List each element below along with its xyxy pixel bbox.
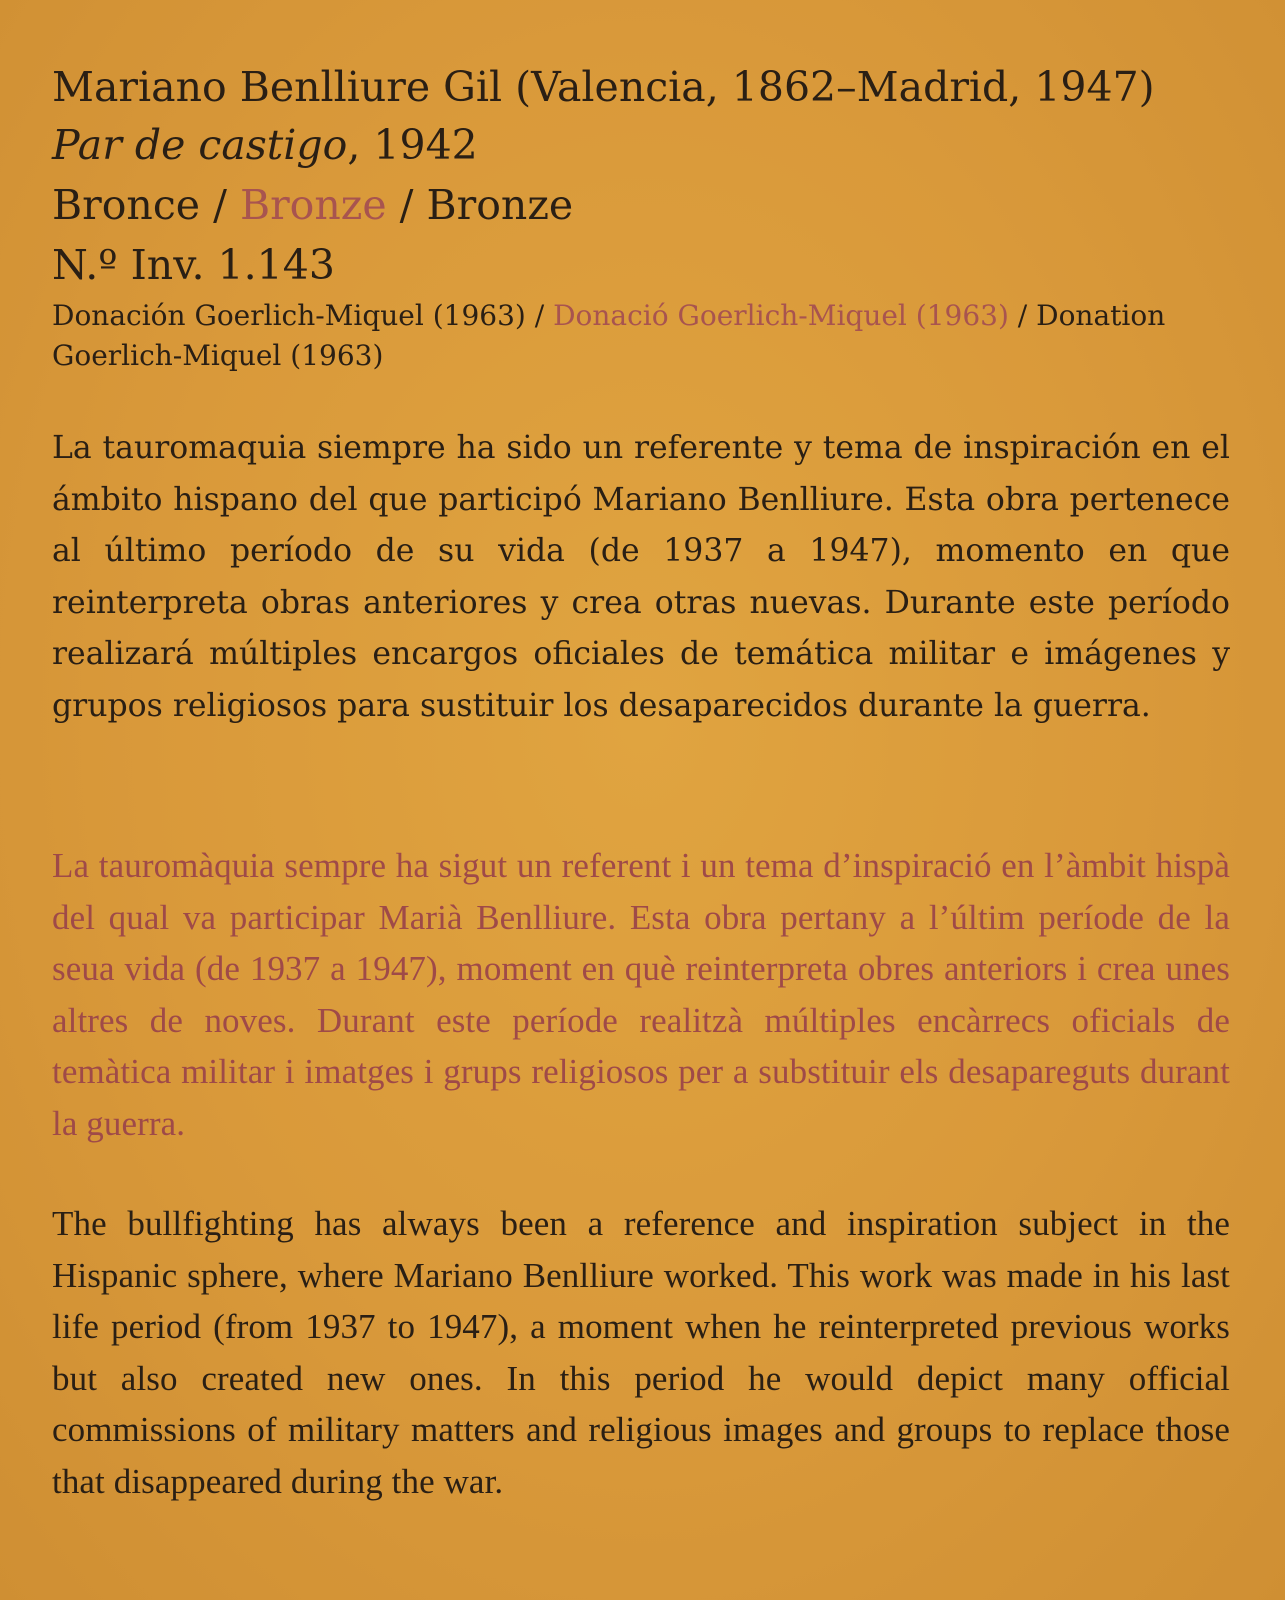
artwork-title: Par de castigo [52,121,348,169]
material-separator: / [200,181,240,229]
donation-credit [52,296,1232,376]
inventory-number: N.º Inv. 1.143 [52,241,335,289]
description-english: The bullfighting has always been a reference and inspiration subject in the Hispanic sphere, where Mariano Benlliure worked. This work was made in his last life period (from 1937 to 1947), a moment when he reinterpreted previous works but also created new ones. In this period he would depict many official commissions of military matters and religious images and groups to replace those that disappeared during the war. [52,1204,1230,1501]
material-es: Bronce [52,181,201,229]
material-en: Bronze [426,181,574,229]
donation-separator: / [525,299,554,332]
artwork-title-line [52,116,1232,174]
artist-name: Mariano Benlliure Gil (Valencia, 1862–Madrid, 1947) [52,63,1155,111]
description-valencian: La tauromàquia sempre ha sigut un referent i un tema d’inspiració en l’àmbit hispà del qual va participar Marià Benlliure. Esta obra pertany a l’últim període de la seua vida (de 1937 a 1947), moment en què reinterpreta obres anteriors i crea unes altres de noves. Durant este període realitzà múltiples encàrrecs oficials de temàtica militar i imatges i grups religiosos per a substituir els desapareguts durant la guerra. [52,846,1230,1143]
material-line [52,174,1232,236]
donation-es: Donación Goerlich-Miquel (1963) [52,299,526,332]
material-va: Bronze [239,181,387,229]
donation-separator: / [1008,299,1037,332]
material-separator: / [386,181,427,229]
artwork-year: , 1942 [347,121,478,169]
description-spanish: La tauromaquia siempre ha sido un referente y tema de inspiración en el ámbito hispano del que participó Mariano Benlliure. Esta obra pertenece al último período de su vida (de 1937 a 1947), momento en que reinterpreta obras anteriores y crea otras nuevas. Durante este período realizará múltiples encargos oficiales de temática militar e imágenes y grupos religiosos para sustituir los desaparecidos durante la guerra. [52,430,1230,724]
label-header [52,58,1232,376]
donation-en: Donation Goerlich-Miquel (1963) [52,299,1166,372]
donation-va: Donació Goerlich-Miquel (1963) [553,299,1009,332]
